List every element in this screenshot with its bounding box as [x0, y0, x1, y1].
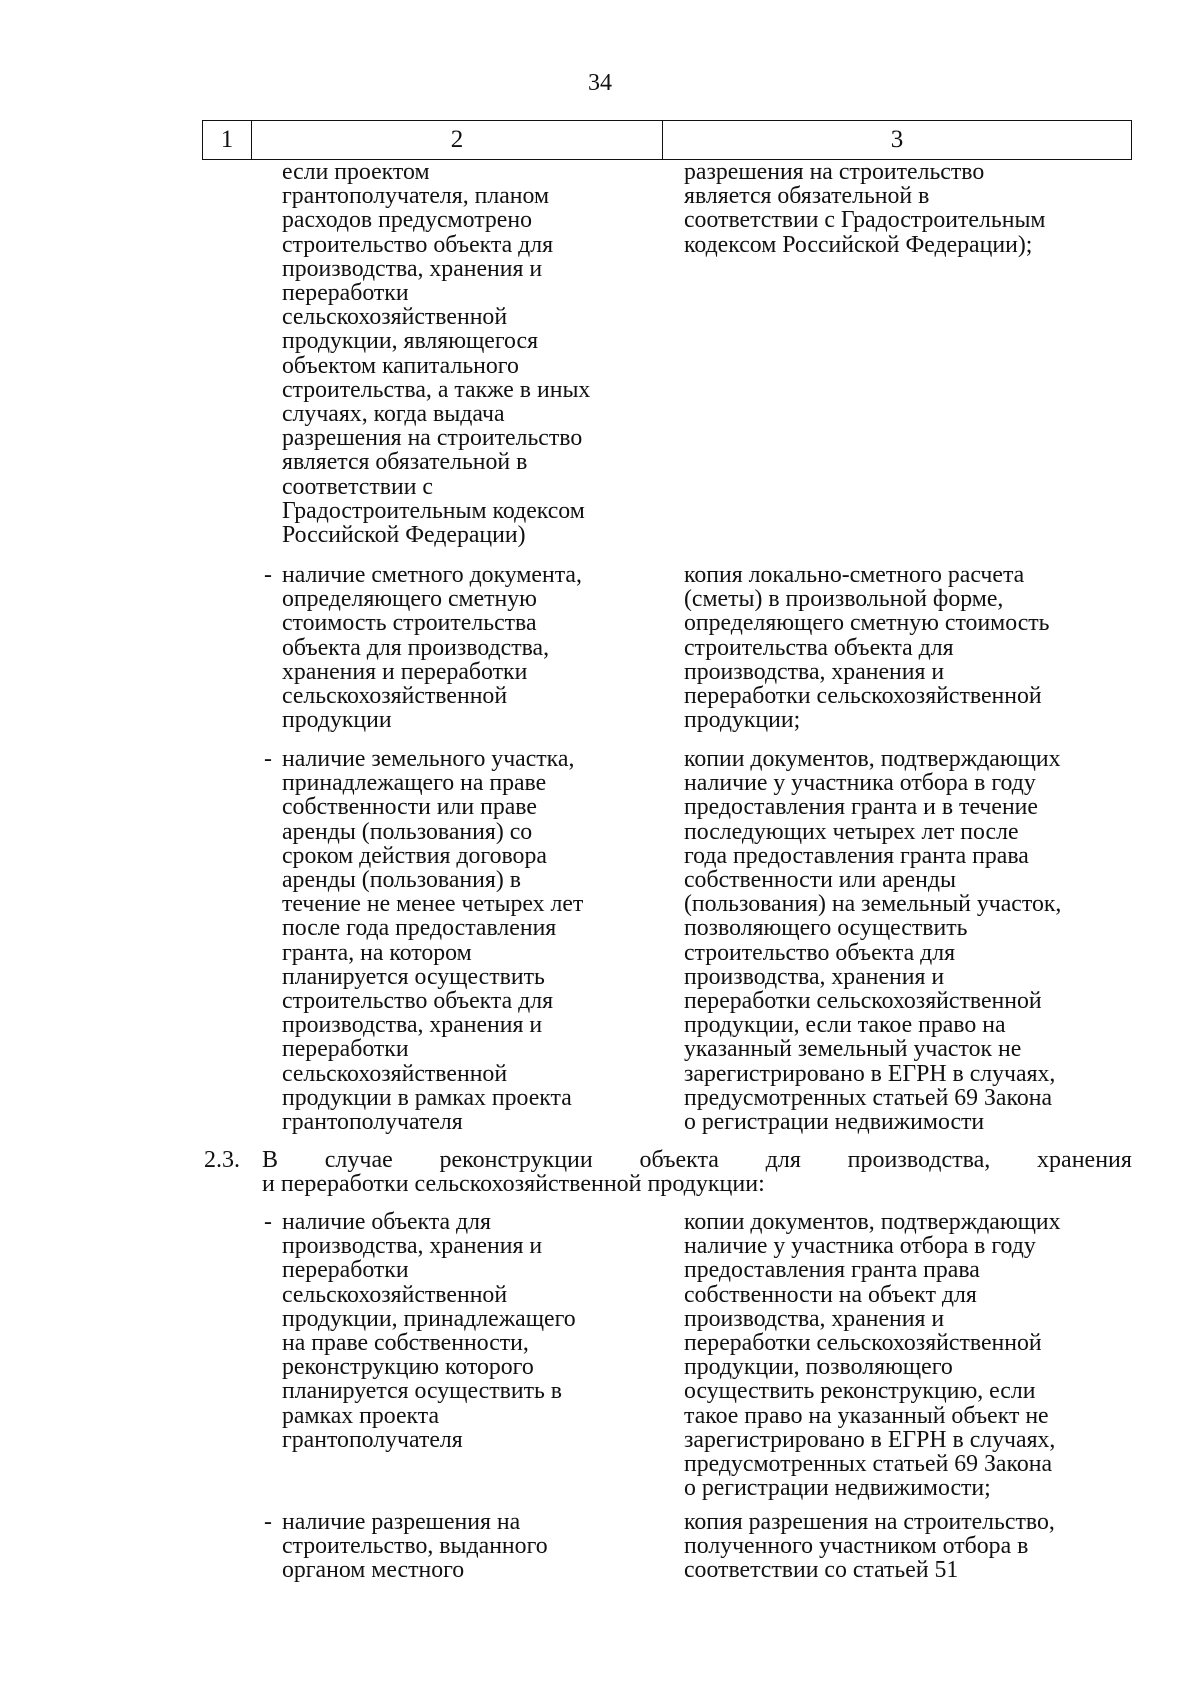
row-3-col-3: копии документов, подтверждающих наличие у участника отбора в году предоставления гранта и в течение последующих четырех лет после года предоставления гранта права собственности или аренды (пользования) на земельный участок, позволяющего осуществить строительство объекта для производства, хранения и переработки сельскохозяйственной продукции, если такое право на указанный земельный участок не зарегистрировано в ЕГРН в случаях, предусмотренных статьей 69 Закона о регистрации недвижимости: [684, 746, 1062, 1136]
section-word: реконструкции: [439, 1147, 593, 1173]
header-col-1: 1: [203, 121, 252, 160]
section-number: 2.3.: [204, 1147, 240, 1173]
section-word: В: [262, 1147, 279, 1173]
row-1-col-3: разрешения на строительство является обязательной в соответствии с Градостроительным кодексом Российской Федерации);: [684, 159, 1046, 258]
section-word: хранения: [1037, 1147, 1132, 1173]
row-4-dash: -: [264, 1209, 272, 1235]
row-2-dash: -: [264, 562, 272, 588]
row-4-col-3: копии документов, подтверждающих наличие у участника отбора в году предоставления гранта права собственности на объект для производства, хранения и переработки сельскохозяйственной продукции, позволяющего осуществить реконструкцию, если такое право на указанный объект не зарегистрировано в ЕГРН в случаях, предусмотренных статьей 69 Закона о регистрации недвижимости;: [684, 1209, 1061, 1502]
row-1-col-2: если проектом грантополучателя, планом расходов предусмотрено строительство объекта для производства, хранения и переработки сельскохозяйственной продукции, являющегося объектом капитального строительства, а также в иных случаях, когда выдача разрешения на строительство является обязательной в соответствии с Градостроительным кодексом Российской Федерации): [282, 159, 591, 549]
section-word: случае: [324, 1147, 393, 1173]
section-heading-line-1: [262, 1148, 1132, 1172]
section-heading: [262, 1148, 1132, 1196]
row-2-col-3: копия локально-сметного расчета (сметы) в произвольной форме, определяющего сметную стоимость строительства объекта для производства, хранения и переработки сельскохозяйственной продукции;: [684, 562, 1050, 734]
row-3-col-2: наличие земельного участка, принадлежащего на праве собственности или праве аренды (пользования) со сроком действия договора аренды (пользования) в течение не менее четырех лет после года предоставления гранта, на котором планируется осуществить строительство объекта для производства, хранения и переработки сельскохозяйственной продукции в рамках проекта грантополучателя: [282, 746, 584, 1136]
section-word: объекта: [639, 1147, 719, 1173]
row-5-col-2: наличие разрешения на строительство, выданного органом местного: [282, 1509, 548, 1584]
section-word: производства,: [847, 1147, 991, 1173]
page-number: 34: [588, 70, 612, 96]
section-word: для: [765, 1147, 801, 1173]
header-col-3: 3: [663, 121, 1132, 160]
row-5-col-3: копия разрешения на строительство, полученного участником отбора в соответствии со статьей 51: [684, 1509, 1055, 1584]
header-col-2: 2: [252, 121, 663, 160]
row-2-col-2: наличие сметного документа, определяющего сметную стоимость строительства объекта для производства, хранения и переработки сельскохозяйственной продукции: [282, 562, 582, 734]
row-3-dash: -: [264, 746, 272, 772]
section-heading-line-2: и переработки сельскохозяйственной продукции:: [262, 1171, 765, 1198]
row-4-col-2: наличие объекта для производства, хранения и переработки сельскохозяйственной продукции, принадлежащего на праве собственности, реконструкцию которого планируется осуществить в рамках проекта грантополучателя: [282, 1209, 576, 1453]
row-5-dash: -: [264, 1509, 272, 1535]
table-header: [202, 120, 1132, 160]
